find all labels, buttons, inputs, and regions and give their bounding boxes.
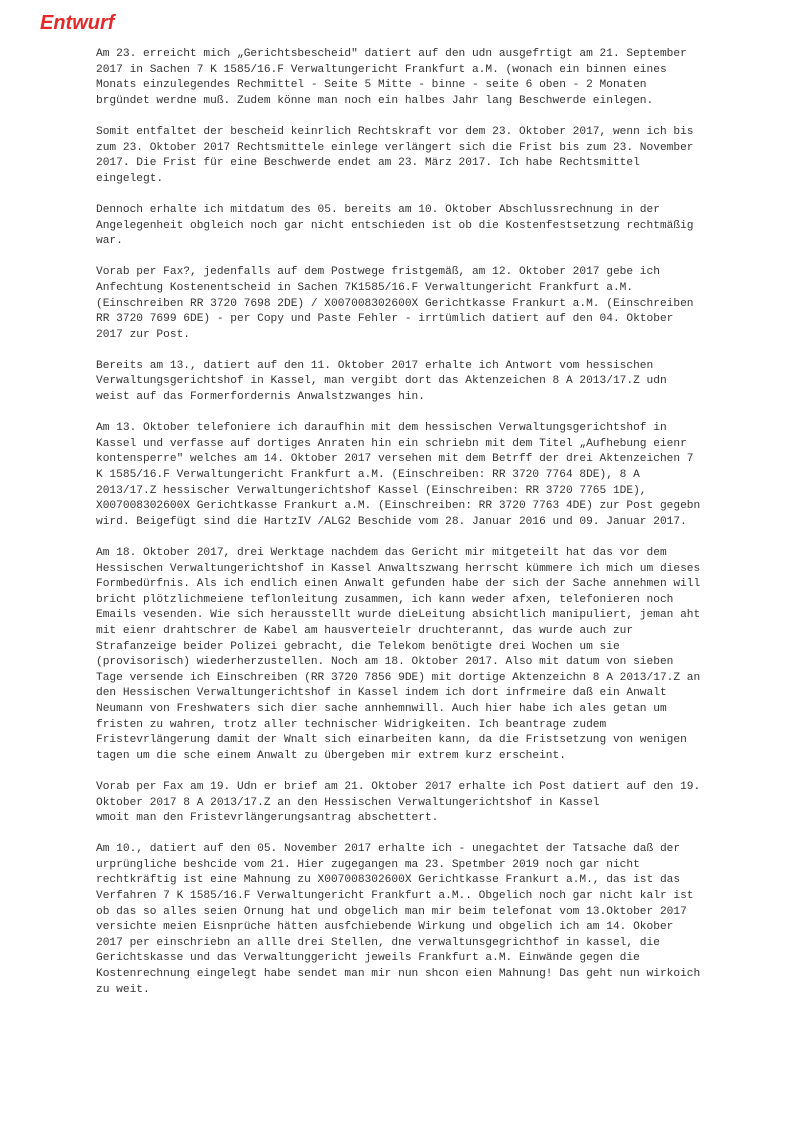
paragraph-3: Dennoch erhalte ich mitdatum des 05. bereits am 10. Oktober Abschlussrechnung in der Angelegenheit obgleich noch gar nicht entschieden ist ob die Kostenfestsetzung rechtmäßig war.	[96, 203, 694, 248]
paragraph-1: Am 23. erreicht mich „Gerichtsbescheid" datiert auf den udn ausgefrtigt am 21. September 2017 in Sachen 7 K 1585/16.F Verwaltungericht Frankfurt a.M. (wonach ein binnen eines Monats einzulegendes Rechmittel - Seite 5 Mitte - binne - seite 6 oben - 2 Monaten brgündet werdne muß. Zudem könne man noch ein halbes Jahr lang Beschwerde einlegen.	[96, 48, 687, 107]
letter-body	[96, 47, 748, 1014]
paragraph-8: Vorab per Fax am 19. Udn er brief am 21. Oktober 2017 erhalte ich Post datiert auf den 19. Oktober 2017 8 A 2013/17.Z an den Hessischen Verwaltungerichtshof in Kassel wmoit man den Fristevrlängerungsantrag abschettert.	[96, 780, 701, 825]
paragraph-9: Am 10., datiert auf den 05. November 2017 erhalte ich - unegachtet der Tatsache daß der urprüngliche beshcide vom 21. Hier zugegangen ma 23. Spetmber 2019 noch gar nicht rechtkräftig ist eine Mahnung zu X007008302600X Gerichtkasse Frankurt a.M., das ist das Verfahren 7 K 1585/16.F Verwaltungericht Frankfurt a.M.. Obgelich noch gar nicht kalr ist ob das so alles seien Ornung hat und obgelich man mir beim telefonat vom 13.Oktober 2017 versichte meien Eisnprüche hätten ausfchiebende Wirkung und obgelich ich am 14. Okober 2017 per einschriebn an allle drei Stellen, dne verwaltunsgegrichthof in kassel, die Gerichtskasse und das Verwaltunggericht jeweils Frankfurt a.M. Einwände gegen die Kostenrechnung eingelegt habe sendet man mir nun shcon eien Mahnung! Das geht nun wirkoich zu weit.	[96, 843, 701, 996]
paragraph-5: Bereits am 13., datiert auf den 11. Oktober 2017 erhalte ich Antwort vom hessischen Verwaltungsgerichtshof in Kassel, man vergibt dort das Aktenzeichen 8 A 2013/17.Z udn weist auf das Formerfordernis Anwalstzwanges hin.	[96, 359, 667, 404]
paragraph-2: Somit entfaltet der bescheid keinrlich Rechtskraft vor dem 23. Oktober 2017, wenn ich bis zum 23. Oktober 2017 Rechtsmittele einlege verlängert sich die Frist bis zum 23. November 2017. Die Frist für eine Beschwerde endet am 23. März 2017. Ich habe Rechtsmittel eingelegt.	[96, 125, 694, 185]
paragraph-6: Am 13. Oktober telefoniere ich daraufhin mit dem hessischen Verwaltungsgerichtshof in Kassel und verfasse auf dortiges Anraten hin ein schriebn mit dem Titel „Aufhebung eienr kontensperre" welches am 14. Oktober 2017 versehen mit dem Betrff der drei Aktenzeichen 7 K 1585/16.F Verwaltungericht Frankfurt a.M. (Einschreiben: RR 3720 7764 8DE), 8 A 2013/17.Z hessischer Verwaltungerichtshof Kassel (Einschreiben: RR 3720 7765 1DE), X007008302600X Gerichtkasse Frankurt a.M. (Einschreiben: RR 3720 7763 4DE) zur Post gegebn wird. Beigefügt sind die HartzIV /ALG2 Beschide vom 28. Januar 2016 und 09. Januar 2017.	[96, 422, 701, 528]
paragraph-7: Am 18. Oktober 2017, drei Werktage nachdem das Gericht mir mitgeteilt hat das vor dem Hessischen Verwaltungerichtshof in Kassel Anwaltszwang herrscht kümmere ich mich um dieses Formbedürfnis. Als ich endlich einen Anwalt gefunden habe der sich der Sache annehmen will bricht plötzlichmeiene teflonleitung zusammen, ich kann weder afxen, telefonieren noch Emails vesenden. Wie sich herausstellt wurde dieLeitung absichtlich manipuliert, jeman aht mit eienr drahtschrer de Kabel am hausverteielr druchterannt, das wurde auch zur Strafanzeige beider Polizei gebracht, die Telekom benötigte drei Wochen um sie (provisorisch) wiederherzustellen. Noch am 18. Oktober 2017. Also mit datum von sieben Tage versende ich Einschreiben (RR 3720 7856 9DE) mit dortige Aktenzeichn 8 A 2013/17.Z an den Hessischen Verwaltungerichtshof in Kassel indem ich dort infrmeire daß ein Anwalt Neumann von Freshwaters sich dier sache annhemnwill. Auch hier habe ich ales getan um fristen zu wahren, trotz aller technischer Widrigkeiten. Ich beantrage zudem Fristevrlängerung damit der Wnalt sich einarbeiten kann, da die Fristsetzung von wenigen tagen um die sche einem Anwalt zu übergeben mir extrem kurz erscheint.	[96, 547, 701, 762]
paragraph-4: Vorab per Fax?, jedenfalls auf dem Postwege fristgemäß, am 12. Oktober 2017 gebe ich Anfechtung Kostenentscheid in Sachen 7K1585/16.F Verwaltungericht Frankfurt a.M. (Einschreiben RR 3720 7698 2DE) / X007008302600X Gerichtkasse Frankurt a.M. (Einschreiben RR 3720 7699 6DE) - per Copy und Paste Fehler - irrtümlich datiert auf den 04. Oktober 2017 zur Post.	[96, 266, 694, 341]
draft-watermark: Entwurf	[40, 12, 115, 34]
